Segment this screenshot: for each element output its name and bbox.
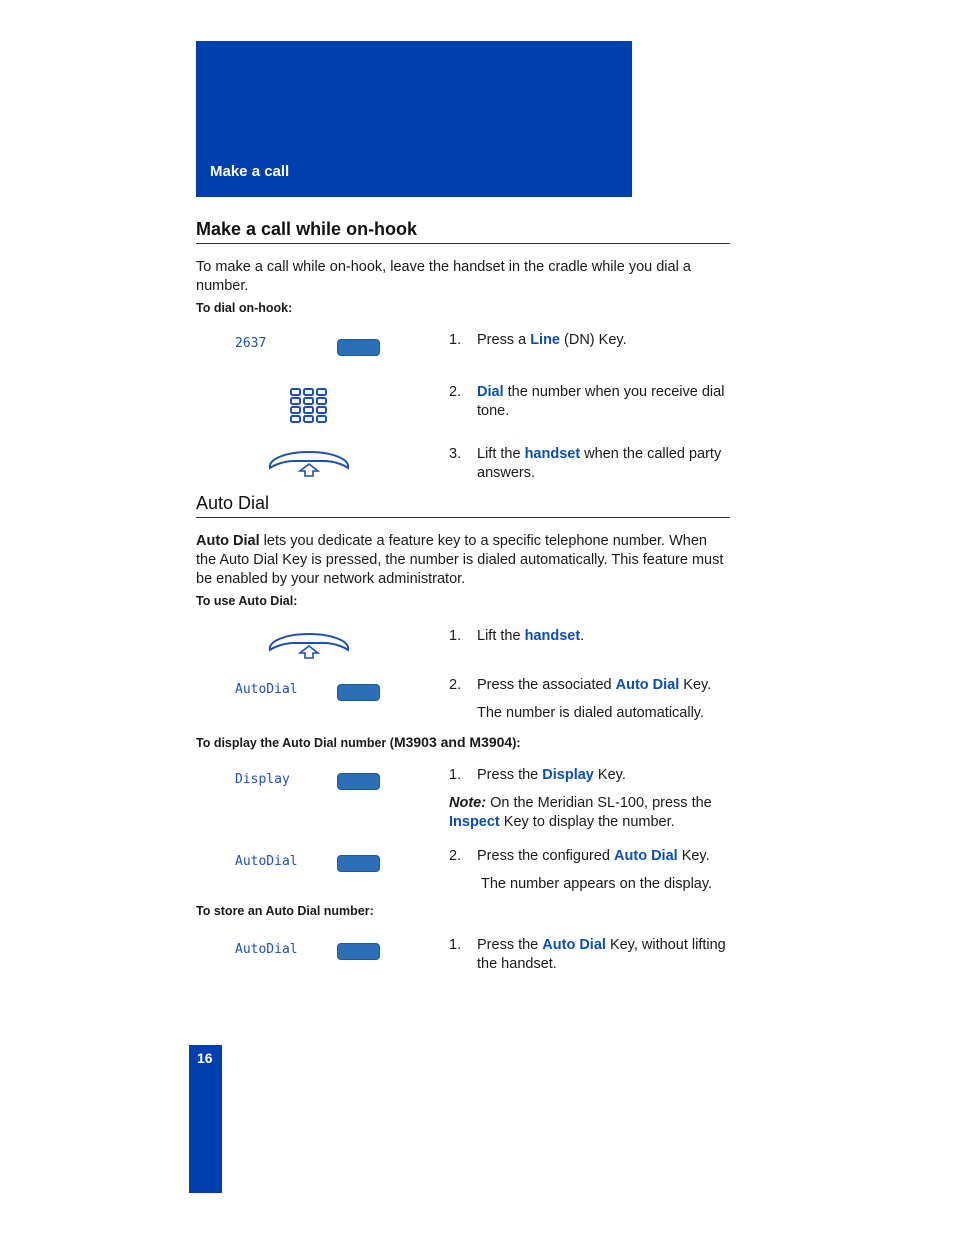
line-softkey-icon <box>337 339 380 356</box>
onhook-step-2: 2. Dial the number when you receive dial tone. <box>449 384 725 419</box>
autodial-key-label: Auto Dial <box>615 677 680 693</box>
inspect-key-label: Inspect <box>449 814 500 830</box>
display-step-2: 2. Press the configured Auto Dial Key. <box>449 848 710 864</box>
use-autodial-subheading: To use Auto Dial: <box>196 594 298 608</box>
page-number-tab <box>189 1045 222 1193</box>
lcd-autodial-label: AutoDial <box>235 682 298 697</box>
autodial-key-label: Auto Dial <box>614 848 678 864</box>
dial-label: Dial <box>477 384 504 400</box>
display-followup-text: The number appears on the display. <box>481 876 713 892</box>
lcd-autodial-label: AutoDial <box>235 854 298 869</box>
line-key-label: Line <box>530 332 560 348</box>
handset-lift-icon <box>266 630 352 660</box>
dialpad-icon <box>289 387 329 427</box>
handset-label: handset <box>524 628 581 644</box>
page-number: 16 <box>197 1050 213 1066</box>
section-title: Make a call <box>210 163 290 180</box>
display-step-1: 1. Press the Display Key. <box>449 767 626 783</box>
header-banner <box>196 41 632 197</box>
display-autodial-subheading: To display the Auto Dial number (M3903 and M3904): <box>196 734 521 750</box>
onhook-step-3: 3. Lift the handset when the called party answers. <box>449 446 722 481</box>
handset-label: handset <box>524 446 581 462</box>
store-autodial-subheading: To store an Auto Dial number: <box>196 904 374 918</box>
use-step-2: 2. Press the associated Auto Dial Key. <box>449 677 712 693</box>
handset-lift-icon <box>266 448 352 478</box>
onhook-intro: To make a call while on-hook, leave the handset in the cradle while you dial a number. <box>196 259 691 294</box>
autodial-heading: Auto Dial <box>196 493 730 518</box>
lcd-display-label: Display <box>235 772 290 787</box>
autodial-softkey-icon <box>337 943 380 960</box>
autodial-softkey-icon <box>337 684 380 701</box>
use-step-1: 1. Lift the handset. <box>449 628 585 644</box>
autodial-intro: Auto Dial lets you dedicate a feature key to a specific telephone number. When the Auto Dial Key is pressed, the number is dialed automatically. This feature must be enabled by your network administrator. <box>196 533 724 587</box>
sl100-note: Note: On the Meridian SL-100, press the Inspect Key to display the number. <box>449 795 712 830</box>
store-step-1: 1. Press the Auto Dial Key, without lifting the handset. <box>449 937 726 972</box>
lcd-display-number: 2637 <box>235 336 267 351</box>
display-key-label: Display <box>542 767 594 783</box>
autodial-softkey-icon <box>337 855 380 872</box>
autodial-key-label: Auto Dial <box>542 937 606 953</box>
use-followup-text: The number is dialed automatically. <box>477 705 705 721</box>
onhook-heading: Make a call while on-hook <box>196 219 730 244</box>
lcd-autodial-label: AutoDial <box>235 942 298 957</box>
onhook-step-1: 1. Press a Line (DN) Key. <box>449 332 627 348</box>
display-softkey-icon <box>337 773 380 790</box>
onhook-subheading: To dial on-hook: <box>196 301 293 315</box>
